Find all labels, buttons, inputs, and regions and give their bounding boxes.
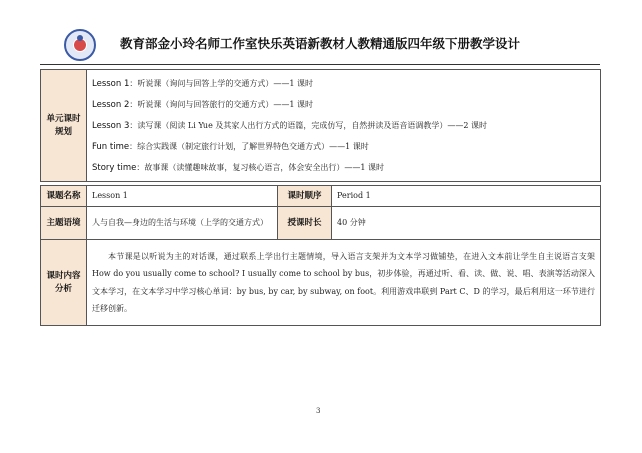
lesson-desc: ：听说课（询问与回答旅行的交通方式）——1 课时 bbox=[129, 100, 314, 109]
unit-plan-line bbox=[92, 157, 595, 178]
order-value: Period 1 bbox=[332, 186, 601, 207]
unit-plan-line bbox=[92, 115, 595, 136]
context-label: 主题语境 bbox=[41, 207, 87, 240]
lesson-name: Fun time bbox=[92, 142, 130, 152]
context-value: 人与自我—身边的生活与环境（上学的交通方式） bbox=[87, 207, 278, 240]
unit-plan-line bbox=[92, 94, 595, 115]
unit-plan-table bbox=[40, 69, 601, 182]
analysis-label: 课时内容分析 bbox=[41, 240, 87, 326]
order-label: 课时顺序 bbox=[278, 186, 332, 207]
lesson-name: Story time bbox=[92, 163, 137, 173]
lesson-desc: ：读写课（阅读 Li Yue 及其家人出行方式的语篇，完成仿写，自然拼读及语音语调教学）——2 课时 bbox=[129, 121, 487, 130]
page-number: 3 bbox=[316, 407, 321, 415]
header-rule bbox=[40, 64, 600, 65]
lesson-desc: ：听说课（询问与回答上学的交通方式）——1 课时 bbox=[129, 79, 314, 88]
lesson-name: Lesson 2 bbox=[92, 100, 130, 110]
topic-value: Lesson 1 bbox=[87, 186, 278, 207]
lesson-info-table bbox=[40, 185, 601, 326]
page-title: 教育部金小玲名师工作室快乐英语新教材人教精通版四年级下册教学设计 bbox=[120, 36, 521, 51]
analysis-text: 本节课是以听说为主的对话课，通过联系上学出行主题情境，导入语言支架并为文本学习做铺垫，在进入文本前让学生自主说语言支架 How do you usually come to school? I usually come to school by bus，初步体验，再通过听、看、读、做、说、唱、表演等活动深入文本学习，在文本学习中学习核心单词：by bus, by car, by subway, on foot。利用游戏串联到 Part C、D 的学习，最后利用这一环节进行迁移创新。 bbox=[92, 251, 595, 313]
unit-plan-line bbox=[92, 73, 595, 94]
unit-plan-line bbox=[92, 136, 595, 157]
duration-value: 40 分钟 bbox=[332, 207, 601, 240]
school-logo-icon bbox=[64, 29, 96, 61]
lesson-desc: ：综合实践课（制定旅行计划，了解世界特色交通方式）——1 课时 bbox=[129, 142, 369, 151]
unit-plan-label: 单元课时规划 bbox=[41, 70, 87, 182]
analysis-content bbox=[87, 240, 601, 326]
lesson-name: Lesson 1 bbox=[92, 79, 130, 89]
topic-label: 课题名称 bbox=[41, 186, 87, 207]
lesson-name: Lesson 3 bbox=[92, 121, 130, 131]
duration-label: 授课时长 bbox=[278, 207, 332, 240]
unit-plan-content bbox=[87, 70, 601, 182]
lesson-desc: ：故事课（读懂趣味故事，复习核心语言，体会安全出行）——1 课时 bbox=[136, 163, 384, 172]
